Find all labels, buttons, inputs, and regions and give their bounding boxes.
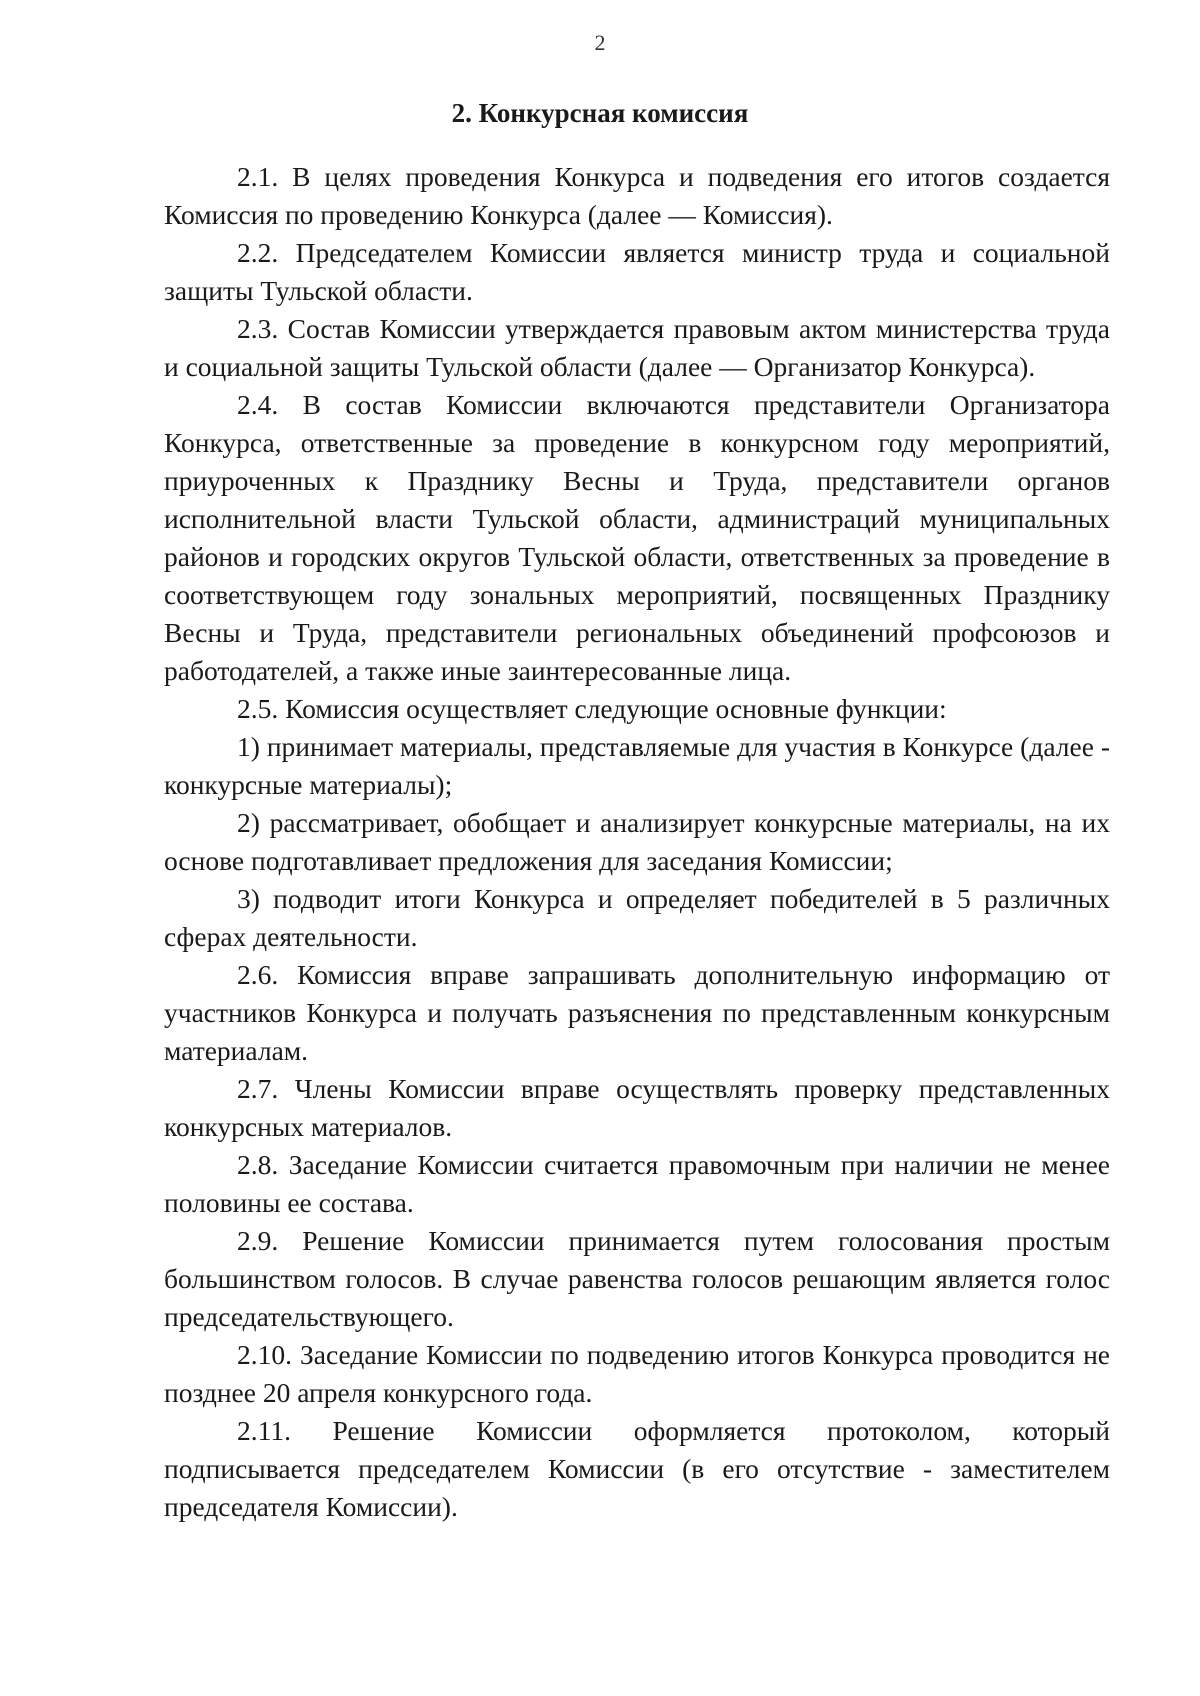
paragraph-2-11: 2.11. Решение Комиссии оформляется протоколом, который подписывается председателем Комиссии (в его отсутствие - заместителем председателя Комиссии).: [164, 1415, 1110, 1522]
paragraph-2-1: 2.1. В целях проведения Конкурса и подведения его итогов создается Комиссия по проведению Конкурса (далее — Комиссия).: [164, 161, 1110, 230]
paragraph-2-9: 2.9. Решение Комиссии принимается путем голосования простым большинством голосов. В случае равенства голосов решающим является голос председательствующего.: [164, 1225, 1110, 1332]
paragraph-2-5: 2.5. Комиссия осуществляет следующие основные функции:: [237, 693, 947, 724]
section-title: 2. Конкурсная комиссия: [451, 98, 749, 128]
document-body: [164, 158, 1110, 1526]
paragraph-2-8: 2.8. Заседание Комиссии считается правомочным при наличии не менее половины ее состава.: [164, 1149, 1110, 1218]
paragraph-2-2: 2.2. Председателем Комиссии является министр труда и социальной защиты Тульской области.: [164, 237, 1110, 306]
paragraph-2-6: 2.6. Комиссия вправе запрашивать дополнительную информацию от участников Конкурса и получать разъяснения по представленным конкурсным материалам.: [164, 959, 1110, 1066]
page-number: 2: [594, 30, 606, 55]
paragraph-2-10: 2.10. Заседание Комиссии по подведению итогов Конкурса проводится не позднее 20 апреля конкурсного года.: [164, 1339, 1110, 1408]
list-item-1: 1) принимает материалы, представляемые для участия в Конкурсе (далее - конкурсные материалы);: [164, 731, 1110, 800]
list-item-3: 3) подводит итоги Конкурса и определяет победителей в 5 различных сферах деятельности.: [164, 883, 1110, 952]
paragraph-2-7: 2.7. Члены Комиссии вправе осуществлять проверку представленных конкурсных материалов.: [164, 1073, 1110, 1142]
paragraph-2-4: 2.4. В состав Комиссии включаются представители Организатора Конкурса, ответственные за проведение в конкурсном году мероприятий, приуроченных к Празднику Весны и Труда, представители органов исполнительной власти Тульской области, администраций муниципальных районов и городских округов Тульской области, ответственных за проведение в соответствующем году зональных мероприятий, посвященных Празднику Весны и Труда, представители региональных объединений профсоюзов и работодателей, а также иные заинтересованные лица.: [164, 389, 1110, 686]
paragraph-2-3: 2.3. Состав Комиссии утверждается правовым актом министерства труда и социальной защиты Тульской области (далее — Организатор Конкурса).: [164, 313, 1110, 382]
list-item-2: 2) рассматривает, обобщает и анализирует конкурсные материалы, на их основе подготавливает предложения для заседания Комиссии;: [164, 807, 1110, 876]
